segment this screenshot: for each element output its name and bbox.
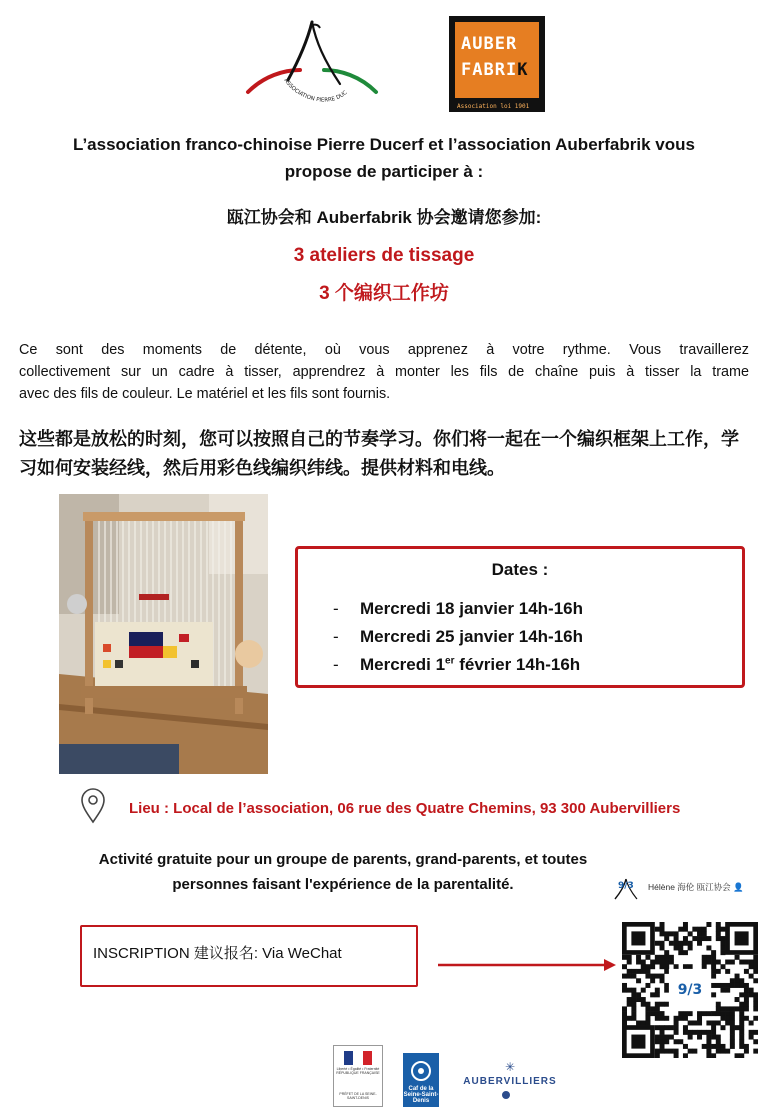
- date-item: [333, 599, 583, 619]
- date-bullet: -: [333, 599, 339, 618]
- activity-line-1: Activité gratuite pour un groupe de parents, grand-parents, et toutes: [98, 851, 588, 868]
- qr-center-logo: 9/3: [677, 982, 703, 998]
- snowflake-icon: ✳: [504, 1060, 516, 1074]
- aubervilliers-dot: [502, 1091, 510, 1099]
- inscription-box: [80, 925, 418, 987]
- caf-logo: [403, 1053, 439, 1107]
- prefet-name: PRÉFET DE LA SEINE-SAINT-DENIS: [339, 1092, 377, 1100]
- location-text: Lieu : Local de l’association, 06 rue des Quatre Chemins, 93 300 Aubervilliers: [129, 800, 681, 817]
- dates-title: Dates :: [491, 560, 549, 579]
- description-fr-line: collectivement sur un cadre à tisser, apprendrez à monter les fils de chaîne puis à tisser la trame: [19, 364, 749, 380]
- workshop-title-zh: 3 个编织工作坊: [319, 283, 449, 304]
- wechat-mini-logo-text: 9/3: [618, 881, 634, 891]
- aubervilliers-name: AUBERVILLIERS: [463, 1076, 557, 1087]
- auberfabrik-k: K: [517, 60, 529, 80]
- intro-line-2: propose de participer à :: [284, 162, 484, 181]
- map-pin-icon: [80, 788, 106, 824]
- date-text-post: février 14h-16h: [454, 655, 581, 674]
- date-item: [333, 655, 580, 675]
- aubervilliers-logo: [458, 1060, 562, 1104]
- intro-line-1: L’association franco-chinoise Pierre Ducerf et l’association Auberfabrik vous: [73, 135, 695, 154]
- auberfabrik-word-1: AUBER: [461, 34, 518, 54]
- dates-box: [295, 546, 745, 688]
- date-text: Mercredi 18 janvier 14h-16h: [360, 599, 584, 618]
- description-fr-line: Ce sont des moments de détente, où vous apprenez à votre rythme. Vous travaillerez: [19, 342, 749, 358]
- caf-caption: Caf de la Seine-Saint-Denis: [403, 1086, 439, 1104]
- description-fr: [19, 339, 749, 405]
- ducerf-caption: ASSOCIATION PIERRE DUC: [282, 77, 349, 104]
- loom-photo: [59, 494, 268, 774]
- wechat-contact-tag: [612, 875, 762, 901]
- date-text-pre: Mercredi 1: [360, 655, 446, 674]
- workshop-title-fr: 3 ateliers de tissage: [293, 245, 475, 266]
- date-item: [333, 627, 583, 647]
- date-text-sup: er: [445, 655, 455, 667]
- wechat-qr-code[interactable]: [622, 922, 758, 1058]
- auberfabrik-word-2: FABRI: [461, 60, 518, 80]
- date-text: Mercredi 25 janvier 14h-16h: [360, 627, 584, 646]
- inscription-text: INSCRIPTION 建议报名: Via WeChat: [93, 945, 342, 962]
- prefet-republique: Liberté • Égalité • Fraternité RÉPUBLIQUE FRANÇAISE: [336, 1067, 380, 1075]
- arrow-right-icon: [438, 957, 616, 973]
- auberfabrik-logo: [449, 16, 545, 112]
- date-bullet: -: [333, 655, 339, 674]
- activity-line-2: personnes faisant l'expérience de la parentalité.: [172, 876, 514, 893]
- date-bullet: -: [333, 627, 339, 646]
- description-zh: 这些都是放松的时刻，您可以按照自己的节奏学习。你们将一起在一个编织框架上工作，学习如何安装经线，然后用彩色线编织纬线。提供材料和电线。: [19, 429, 739, 478]
- intro-chinese: 瓯江协会和 Auberfabrik 协会邀请您参加:: [226, 208, 542, 227]
- wechat-name: Hélène 海伦 瓯江协会 👤: [648, 882, 744, 892]
- description-fr-line: avec des fils de couleur. Le matériel et les fils sont fournis.: [19, 386, 391, 402]
- prefet-logo: [333, 1045, 383, 1107]
- pierre-ducerf-logo: [244, 18, 380, 110]
- wechat-mini-logo: [612, 875, 640, 901]
- auberfabrik-subtitle: Association loi 1901: [457, 103, 530, 110]
